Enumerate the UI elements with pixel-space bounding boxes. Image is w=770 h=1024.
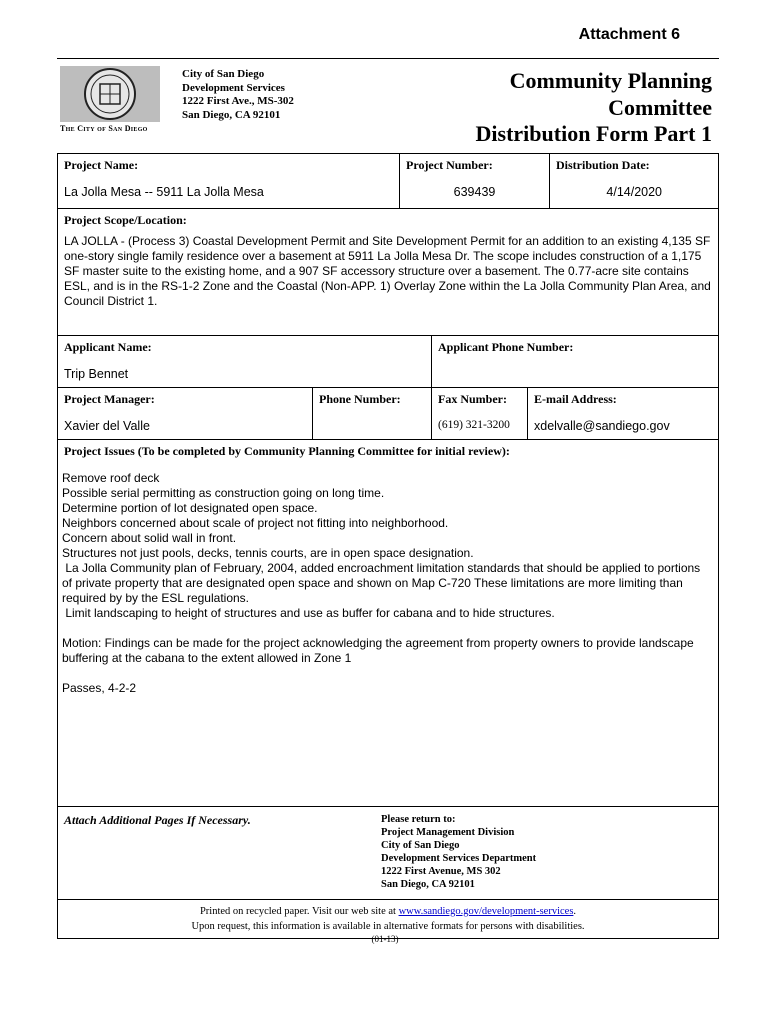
return-line: City of San Diego xyxy=(381,840,460,851)
attach-note-cell xyxy=(58,807,381,899)
applicant-row xyxy=(58,336,718,388)
city-name-label: The City of San Diego xyxy=(60,124,148,133)
applicant-name-value: Trip Bennet xyxy=(64,367,129,381)
website-link[interactable]: www.sandiego.gov/development-services xyxy=(398,906,574,917)
form-title xyxy=(476,68,712,148)
issue-item: Structures not just pools, decks, tennis courts, are in open space designation. xyxy=(62,546,474,560)
return-line: 1222 First Avenue, MS 302 xyxy=(381,866,501,877)
project-number-cell xyxy=(400,154,550,208)
applicant-phone-cell xyxy=(432,336,718,387)
return-line: Development Services Department xyxy=(381,853,537,864)
fax-number-value: (619) 321-3200 xyxy=(438,419,510,431)
project-name-cell xyxy=(58,154,400,208)
distribution-date-label: Distribution Date: xyxy=(556,158,650,172)
form-code: (01-13) xyxy=(371,934,399,944)
issue-item: Possible serial permitting as construction going on long time. xyxy=(62,486,385,500)
email-label: E-mail Address: xyxy=(534,392,617,406)
issue-item: Concern about solid wall in front. xyxy=(62,531,237,545)
address-line: Development Services xyxy=(182,81,285,94)
scope-cell xyxy=(58,209,718,335)
title-line: Community Planning xyxy=(509,68,712,93)
footer-notice xyxy=(58,900,718,938)
issue-item: Remove roof deck xyxy=(62,471,160,485)
issue-item: La Jolla Community plan of February, 2004, added encroachment limitation standards that should be applied to portions of private property that are designated open space and shown on Map C-720 These limitations are more limiting than required by by the ESL regulations. xyxy=(62,561,704,605)
manager-phone-cell xyxy=(313,388,432,439)
footer-row xyxy=(58,900,718,938)
project-manager-cell xyxy=(58,388,313,439)
fax-number-cell xyxy=(432,388,528,439)
issue-item: Limit landscaping to height of structures and use as buffer for cabana and to hide structures. xyxy=(62,606,555,620)
distribution-date-value: 4/14/2020 xyxy=(606,185,662,199)
scope-label: Project Scope/Location: xyxy=(64,213,187,227)
distribution-date-cell xyxy=(550,154,718,208)
return-line: Project Management Division xyxy=(381,827,515,838)
applicant-name-cell xyxy=(58,336,432,387)
issue-item: Determine portion of lot designated open space. xyxy=(62,501,318,515)
issues-list xyxy=(62,471,712,696)
applicant-phone-label: Applicant Phone Number: xyxy=(438,340,574,354)
recycled-notice xyxy=(64,904,712,919)
manager-phone-label: Phone Number: xyxy=(319,392,401,406)
attachment-label: Attachment 6 xyxy=(578,26,680,43)
email-cell xyxy=(528,388,718,439)
header-rule xyxy=(57,58,719,59)
attach-note: Attach Additional Pages If Necessary. xyxy=(64,813,251,827)
title-line: Committee xyxy=(608,94,712,120)
fax-number-label: Fax Number: xyxy=(438,392,507,406)
scope-text: LA JOLLA - (Process 3) Coastal Development Permit and Site Development Permit for an addition to an existing 4,135 SF one-story single family residence over a basement at 5911 La Jolla Mesa Dr. The scope includes construction of a 1,175 SF master suite to the existing home, and a 907 SF accessory structure over a basement. The 0.77-acre site contains ESL, and is in the RS-1-2 Zone and the Coastal (Non-APP. 1) Overlay Zone within the La Jolla Community Plan Area, and Council District 1. xyxy=(64,234,711,308)
recycled-text: Printed on recycled paper. Visit our web site at xyxy=(199,906,399,917)
project-info-row xyxy=(58,154,718,209)
return-line: Please return to: xyxy=(381,814,456,825)
department-address xyxy=(182,68,294,122)
vote-result: Passes, 4-2-2 xyxy=(62,681,137,695)
project-name-value: La Jolla Mesa -- 5911 La Jolla Mesa xyxy=(64,185,264,199)
motion-text: Motion: Findings can be made for the project acknowledging the agreement from property owners to provide landscape buffering at the cabana to the extent allowed in Zone 1 xyxy=(62,636,698,665)
project-number-label: Project Number: xyxy=(406,158,493,172)
project-number-value: 639439 xyxy=(453,185,496,199)
title-line: Distribution Form Part 1 xyxy=(475,121,712,146)
issues-cell xyxy=(58,440,718,806)
distribution-form xyxy=(57,153,719,939)
return-line: San Diego, CA 92101 xyxy=(381,879,475,890)
issues-label: Project Issues (To be completed by Community Planning Committee for initial review): xyxy=(64,444,510,458)
alt-formats-notice: Upon request, this information is available in alternative formats for persons with disabilities. xyxy=(191,921,585,932)
project-manager-value: Xavier del Valle xyxy=(64,419,150,433)
address-line: City of San Diego xyxy=(182,68,265,80)
issue-item: Neighbors concerned about scale of project not fitting into neighborhood. xyxy=(62,516,449,530)
address-line: San Diego, CA 92101 xyxy=(182,108,281,121)
recycled-suffix: . xyxy=(573,906,577,917)
return-row xyxy=(58,807,718,900)
return-address xyxy=(381,807,718,899)
manager-row xyxy=(58,388,718,440)
issues-row xyxy=(58,440,718,807)
address-line: 1222 First Ave., MS-302 xyxy=(182,95,294,107)
city-seal-icon xyxy=(60,66,160,122)
project-name-label: Project Name: xyxy=(64,158,139,172)
project-manager-label: Project Manager: xyxy=(64,392,155,406)
applicant-name-label: Applicant Name: xyxy=(64,340,152,354)
scope-row xyxy=(58,209,718,336)
email-value: xdelvalle@sandiego.gov xyxy=(534,419,670,433)
